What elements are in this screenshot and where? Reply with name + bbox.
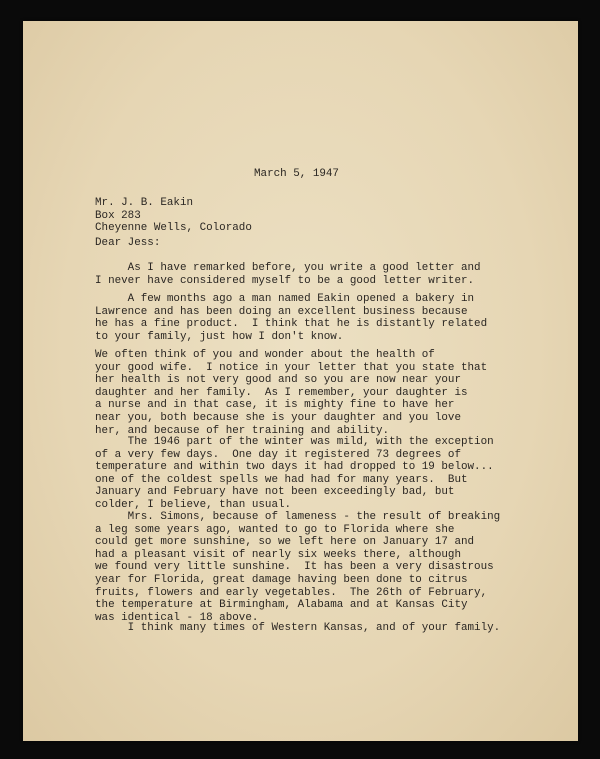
paragraph: [95, 622, 500, 635]
paragraph-line: had a pleasant visit of nearly six weeks there, although: [95, 548, 461, 561]
paragraph-line: colder, I believe, than usual.: [95, 498, 292, 511]
paragraph-line: As I have remarked before, you write a good letter and: [95, 262, 481, 274]
paragraph-line: her, and because of her training and ability.: [95, 424, 390, 437]
paragraph: [95, 436, 494, 512]
paragraph-line: I think many times of Western Kansas, and of your family.: [95, 622, 501, 634]
paragraph-line: a leg some years ago, wanted to go to Florida where she: [95, 523, 455, 536]
address-line: Cheyenne Wells, Colorado: [95, 222, 252, 235]
paragraph-line: year for Florida, great damage having been done to citrus: [95, 573, 468, 586]
address-line: Mr. J. B. Eakin: [95, 197, 194, 209]
paragraph: [95, 293, 487, 343]
recipient-address: [95, 197, 252, 235]
address-line: Box 283: [95, 209, 141, 222]
salutation: Dear Jess:: [95, 237, 161, 249]
paragraph-line: Lawrence and has been doing an excellent business because: [95, 305, 468, 318]
paragraph-line: fruits, flowers and early vegetables. The 26th of February,: [95, 586, 488, 599]
paragraph-line: one of the coldest spells we had had for many years. But: [95, 473, 468, 486]
paragraph-line: could get more sunshine, so we left here on January 17 and: [95, 536, 475, 549]
letter-date: March 5, 1947: [254, 168, 339, 180]
paragraph: [95, 262, 481, 287]
paragraph-line: the temperature at Birmingham, Alabama and at Kansas City: [95, 599, 468, 612]
paragraph-line: temperature and within two days it had dropped to 19 below...: [95, 461, 494, 474]
paragraph-line: a nurse and in that case, it is mighty fine to have her: [95, 399, 455, 412]
paragraph-line: The 1946 part of the winter was mild, with the exception: [95, 436, 494, 448]
paragraph-line: we found very little sunshine. It has been a very disastrous: [95, 561, 494, 574]
paragraph-line: of a very few days. One day it registered 73 degrees of: [95, 448, 461, 461]
paragraph-line: near you, both because she is your daughter and you love: [95, 411, 461, 424]
paragraph-line: We often think of you and wonder about the health of: [95, 349, 435, 361]
paragraph-line: I never have considered myself to be a good letter writer.: [95, 274, 475, 287]
paragraph-line: Mrs. Simons, because of lameness - the result of breaking: [95, 511, 501, 523]
paragraph-line: was identical - 18 above.: [95, 611, 259, 624]
paragraph-line: January and February have not been exceedingly bad, but: [95, 486, 455, 499]
paragraph-line: he has a fine product. I think that he is distantly related: [95, 318, 488, 331]
paragraph: [95, 349, 487, 437]
paragraph: [95, 511, 500, 624]
letter-page: [23, 21, 578, 741]
paragraph-line: A few months ago a man named Eakin opened a bakery in: [95, 293, 475, 305]
paragraph-line: to your family, just how I don't know.: [95, 330, 344, 343]
paragraph-line: her health is not very good and so you are now near your: [95, 374, 461, 387]
typed-letter: [23, 21, 578, 741]
paragraph-line: your good wife. I notice in your letter that you state that: [95, 361, 488, 374]
paragraph-line: daughter and her family. As I remember, your daughter is: [95, 386, 468, 399]
